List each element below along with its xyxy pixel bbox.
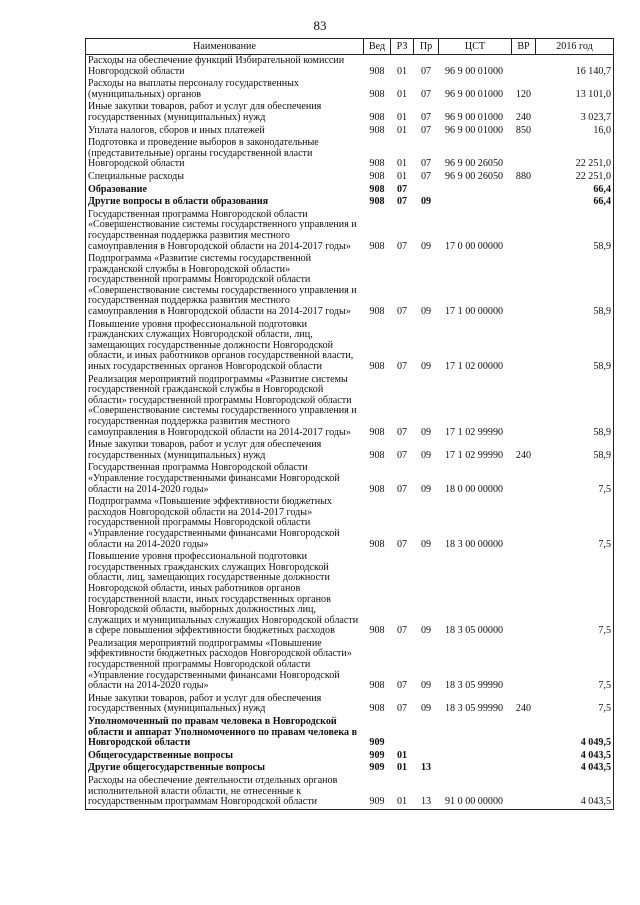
cell-ved: 908 (369, 538, 385, 550)
cell-name: Государственная программа Новгородской области «Управление государственными финансами Новгородской области на 2014-2020 годы» (86, 462, 364, 496)
table-row (86, 551, 614, 638)
cell-cst: 17 0 00 00000 (445, 240, 504, 252)
cell-name: Реализация мероприятий подпрограммы «Повышение эффективности бюджетных расходов Новгородской области» государственной программы Новгородской области «Управление государственными финансами Новгородской области на 2014-2020 годы» (86, 638, 364, 693)
cell-rz: 07 (396, 680, 408, 692)
cell-vr: 240 (515, 449, 532, 461)
cell-sum: 58,9 (536, 209, 614, 253)
cell-sum: 7,5 (536, 638, 614, 693)
cell-pr: 07 (420, 170, 432, 182)
cell-ved: 908 (369, 361, 385, 373)
cell-rz: 07 (396, 361, 408, 373)
cell-rz: 07 (396, 426, 408, 438)
cell-vr (512, 137, 536, 171)
cell-pr: 09 (420, 240, 432, 252)
cell-cst: 18 3 05 99990 (445, 680, 504, 692)
table-row (86, 750, 614, 763)
cell-rz: 07 (396, 183, 408, 195)
cell-cst: 96 9 00 01000 (445, 88, 504, 100)
cell-cst: 17 1 02 00000 (445, 361, 504, 373)
cell-cst: 18 3 00 00000 (445, 538, 504, 550)
cell-sum: 58,9 (536, 439, 614, 462)
cell-cst: 96 9 00 01000 (445, 65, 504, 77)
cell-pr (414, 750, 439, 763)
cell-sum: 7,5 (536, 496, 614, 551)
cell-vr (512, 638, 536, 693)
cell-name: Другие вопросы в области образования (86, 196, 364, 209)
cell-rz: 07 (396, 483, 408, 495)
cell-rz: 01 (396, 65, 408, 77)
cell-cst: 96 9 00 26050 (445, 158, 504, 170)
cell-ved: 909 (369, 737, 385, 749)
cell-cst: 17 1 02 99990 (445, 449, 504, 461)
cell-name: Иные закупки товаров, работ и услуг для обеспечения государственных (муниципальных) нужд (86, 693, 364, 716)
cell-ved: 908 (369, 124, 385, 136)
table-row (86, 196, 614, 209)
table-row (86, 496, 614, 551)
cell-ved: 908 (369, 426, 385, 438)
cell-name: Уполномоченный по правам человека в Новгородской области и аппарат Уполномоченного по правам человека в Новгородской области (86, 716, 364, 750)
cell-sum: 66,4 (536, 184, 614, 197)
cell-cst: 18 3 05 99990 (445, 703, 504, 715)
cell-pr (414, 184, 439, 197)
cell-ved: 908 (369, 240, 385, 252)
table-row (86, 171, 614, 184)
table-header (86, 39, 614, 55)
cell-rz: 07 (396, 306, 408, 318)
cell-vr (512, 196, 536, 209)
table-row (86, 101, 614, 124)
cell-vr (512, 551, 536, 638)
cell-vr (512, 55, 536, 79)
cell-name: Иные закупки товаров, работ и услуг для обеспечения государственных (муниципальных) нужд (86, 101, 364, 124)
cell-rz: 01 (396, 88, 408, 100)
cell-cst: 91 0 00 00000 (439, 775, 512, 809)
cell-name: Подготовка и проведение выборов в законодательные (представительные) органы государственной власти Новгородской области (86, 137, 364, 171)
cell-ved: 909 (364, 775, 391, 809)
table-row (86, 253, 614, 319)
table-row (86, 693, 614, 716)
cell-ved: 908 (369, 65, 385, 77)
cell-pr: 07 (420, 158, 432, 170)
table-row (86, 638, 614, 693)
cell-sum: 4 049,5 (536, 716, 614, 750)
cell-rz: 01 (396, 762, 408, 774)
cell-vr (512, 184, 536, 197)
cell-ved: 908 (369, 88, 385, 100)
cell-pr: 09 (420, 426, 432, 438)
cell-rz: 07 (396, 449, 408, 461)
cell-name: Иные закупки товаров, работ и услуг для обеспечения государственных (муниципальных) нужд (86, 439, 364, 462)
cell-ved: 908 (369, 483, 385, 495)
cell-rz: 01 (396, 124, 408, 136)
cell-cst: 96 9 00 01000 (445, 124, 504, 136)
cell-name: Подпрограмма «Развитие системы государственной гражданской службы в Новгородской области» государственной программы Новгородской области «Совершенствование системы государственного управления и государственная поддержка развития местного самоуправления в Новгородской области на 2014-2017 годы» (86, 253, 364, 319)
cell-name: Расходы на обеспечение деятельности отдельных органов исполнительной власти области, не отнесенные к государственным программам Новгородской области (86, 775, 364, 809)
cell-pr: 09 (420, 361, 432, 373)
cell-sum: 22 251,0 (536, 137, 614, 171)
cell-rz: 01 (396, 749, 408, 761)
cell-pr: 13 (414, 775, 439, 809)
cell-ved: 908 (369, 625, 385, 637)
cell-cst (439, 750, 512, 763)
cell-vr (512, 496, 536, 551)
header-sum: 2016 год (536, 39, 614, 55)
budget-table (85, 38, 614, 810)
cell-ved: 908 (369, 183, 385, 195)
cell-pr: 09 (420, 483, 432, 495)
cell-vr: 120 (515, 88, 532, 100)
cell-vr (512, 716, 536, 750)
cell-sum: 16 140,7 (536, 55, 614, 79)
cell-vr (512, 750, 536, 763)
cell-sum: 3 023,7 (536, 101, 614, 124)
cell-ved: 908 (369, 306, 385, 318)
cell-vr (512, 319, 536, 374)
cell-name: Государственная программа Новгородской области «Совершенствование системы государственного управления и государственная поддержка развития местного самоуправления в Новгородской области на 2014-2017 годы» (86, 209, 364, 253)
cell-ved: 908 (369, 703, 385, 715)
cell-rz: 07 (396, 538, 408, 550)
table-body (86, 55, 614, 810)
cell-rz: 01 (396, 170, 408, 182)
table-row (86, 762, 614, 775)
cell-cst (439, 184, 512, 197)
cell-sum: 4 043,5 (536, 775, 614, 809)
header-rz: РЗ (391, 39, 414, 55)
cell-vr: 850 (515, 124, 532, 136)
cell-sum: 7,5 (536, 551, 614, 638)
cell-cst: 18 0 00 00000 (445, 483, 504, 495)
cell-cst: 17 1 00 00000 (445, 306, 504, 318)
cell-vr (512, 462, 536, 496)
cell-ved: 908 (369, 111, 385, 123)
cell-name: Расходы на выплаты персоналу государственных (муниципальных) органов (86, 78, 364, 101)
cell-sum: 16,0 (536, 125, 614, 138)
cell-ved: 908 (369, 196, 385, 208)
cell-rz: 07 (396, 703, 408, 715)
cell-rz: 01 (396, 111, 408, 123)
cell-ved: 908 (369, 158, 385, 170)
cell-pr: 07 (420, 111, 432, 123)
cell-pr: 09 (420, 680, 432, 692)
cell-sum: 7,5 (536, 462, 614, 496)
cell-cst (439, 196, 512, 209)
cell-cst: 96 9 00 01000 (445, 111, 504, 123)
cell-vr: 880 (515, 170, 532, 182)
cell-ved: 908 (369, 449, 385, 461)
cell-pr: 07 (420, 88, 432, 100)
header-name: Наименование (86, 39, 364, 55)
cell-vr: 240 (515, 703, 532, 715)
cell-sum: 7,5 (536, 693, 614, 716)
cell-name: Другие общегосударственные вопросы (86, 762, 364, 775)
table-row (86, 125, 614, 138)
cell-vr (512, 775, 536, 809)
table-row (86, 184, 614, 197)
table-row (86, 319, 614, 374)
cell-rz: 07 (396, 625, 408, 637)
table-row (86, 439, 614, 462)
cell-pr: 09 (420, 449, 432, 461)
cell-name: Повышение уровня профессиональной подготовки государственных гражданских служащих Новгородской области, лиц, замещающих государственные должности Новгородской области, иных работников органов государственной власти, иных государственных органов Новгородской области, выборных должностных лиц, служащих и муниципальных служащих Новгородской области в сфере повышения эффективности бюджетных расходов (86, 551, 364, 638)
cell-vr: 240 (515, 111, 532, 123)
header-vr: ВР (512, 39, 536, 55)
cell-sum: 58,9 (536, 253, 614, 319)
table-row (86, 775, 614, 809)
table-row (86, 374, 614, 440)
cell-name: Повышение уровня профессиональной подготовки гражданских служащих Новгородской области, лиц, замещающих государственные должности Новгородской области, и иных работников органов государственной власти, иных государственных органов Новгородской области (86, 319, 364, 374)
cell-rz: 07 (396, 240, 408, 252)
cell-pr: 07 (420, 124, 432, 136)
cell-cst (439, 762, 512, 775)
cell-pr: 09 (420, 703, 432, 715)
cell-name: Образование (86, 184, 364, 197)
cell-sum: 22 251,0 (536, 171, 614, 184)
cell-sum: 4 043,5 (536, 762, 614, 775)
table-row (86, 716, 614, 750)
cell-ved: 908 (369, 170, 385, 182)
table-row (86, 55, 614, 79)
cell-cst: 17 1 02 99990 (445, 426, 504, 438)
cell-vr (512, 253, 536, 319)
cell-pr: 07 (420, 65, 432, 77)
cell-sum: 4 043,5 (536, 750, 614, 763)
cell-name: Реализация мероприятий подпрограммы «Развитие системы государственной гражданской службы в Новгородской области» государственной программы Новгородской области «Совершенствование системы государственного управления и государственная поддержка развития местного самоуправления в Новгородской области на 2014-2017 годы» (86, 374, 364, 440)
cell-pr: 13 (420, 762, 432, 774)
cell-vr (512, 374, 536, 440)
cell-cst (439, 716, 512, 750)
cell-name: Специальные расходы (86, 171, 364, 184)
header-pr: Пр (414, 39, 439, 55)
cell-name: Подпрограмма «Повышение эффективности бюджетных расходов Новгородской области на 2014-2017 годы» государственной программы Новгородской области «Управление государственными финансами Новгородской области на 2014-2020 годы» (86, 496, 364, 551)
cell-rz (391, 716, 414, 750)
table-row (86, 462, 614, 496)
header-ved: Вед (364, 39, 391, 55)
cell-sum: 13 101,0 (536, 78, 614, 101)
cell-rz: 01 (391, 775, 414, 809)
cell-vr (512, 209, 536, 253)
table-row (86, 78, 614, 101)
cell-ved: 908 (369, 680, 385, 692)
cell-ved: 909 (369, 762, 385, 774)
cell-rz: 07 (396, 196, 408, 208)
cell-pr: 09 (420, 625, 432, 637)
cell-cst: 18 3 05 00000 (445, 625, 504, 637)
cell-pr: 09 (420, 538, 432, 550)
cell-sum: 66,4 (536, 196, 614, 209)
cell-pr (414, 716, 439, 750)
cell-pr: 09 (420, 196, 432, 208)
cell-name: Расходы на обеспечение функций Избирательной комиссии Новгородской области (86, 55, 364, 79)
cell-vr (512, 762, 536, 775)
cell-pr: 09 (420, 306, 432, 318)
cell-cst: 96 9 00 26050 (445, 170, 504, 182)
table-row (86, 137, 614, 171)
cell-sum: 58,9 (536, 319, 614, 374)
cell-rz: 01 (396, 158, 408, 170)
cell-sum: 58,9 (536, 374, 614, 440)
cell-name: Общегосударственные вопросы (86, 750, 364, 763)
table-row (86, 209, 614, 253)
cell-ved: 909 (369, 749, 385, 761)
page-number: 83 (313, 18, 327, 33)
header-cst: ЦСТ (439, 39, 512, 55)
cell-name: Уплата налогов, сборов и иных платежей (86, 125, 364, 138)
